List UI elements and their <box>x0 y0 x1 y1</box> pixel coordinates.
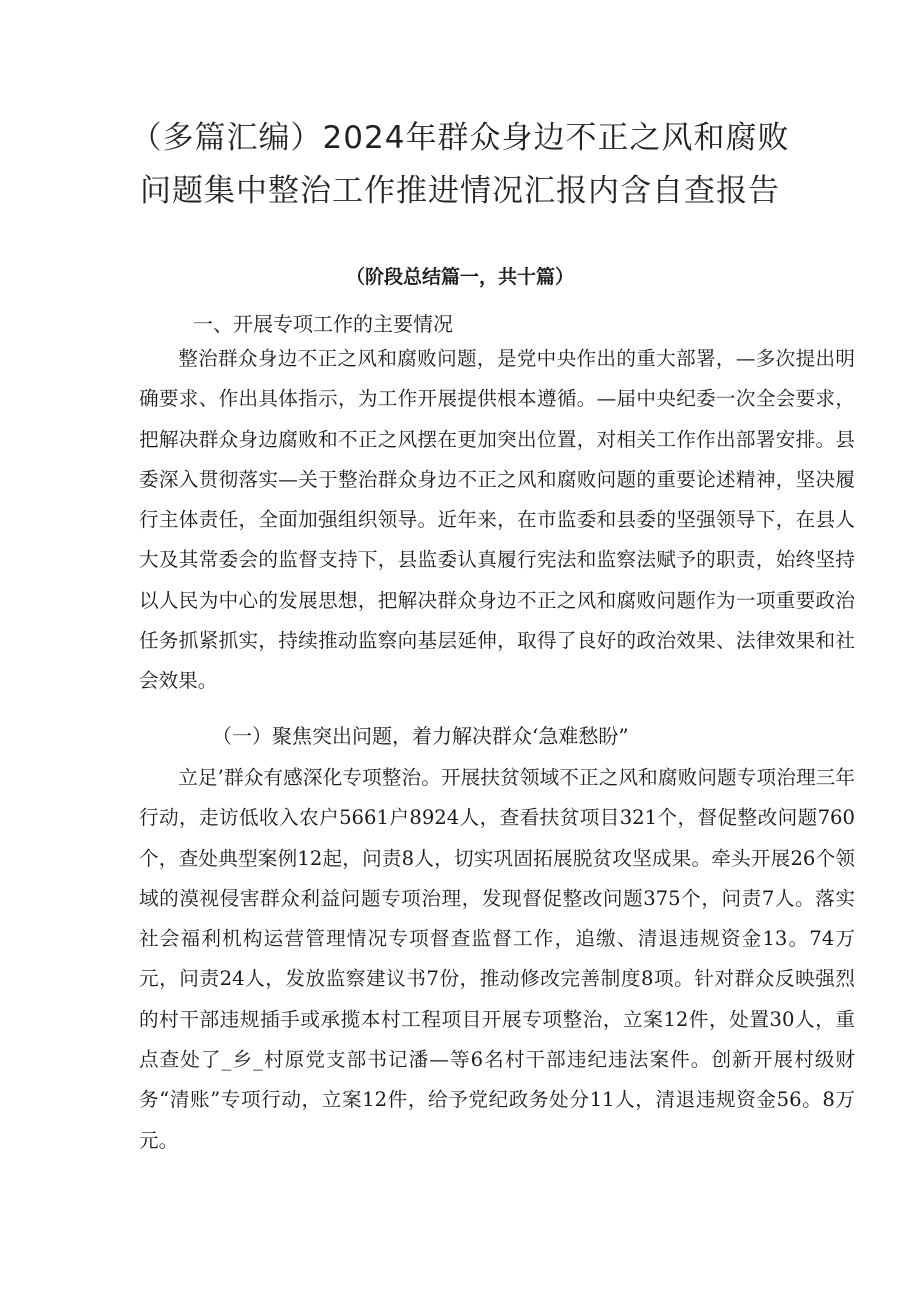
section-heading: 一、开展专项工作的主要情况 <box>193 312 453 336</box>
document-title-line-2: 问题集中整治工作推进情况汇报内含自查报告 <box>140 173 780 209</box>
body-paragraph-2: 立足’群众有感深化专项整治。开展扶贫领域不正之风和腐败问题专项治理三年行动，走访低收入农户5661户8924人，查看扶贫项目321个，督促整改问题760个，查处典型案例12起，问责8人，切实巩固拓展脱贫攻坚成果。牵头开展26个领域的漠视侵害群众利益问题专项治理，发现督促整改问题375个，问责7人。落实社会福利机构运营管理情况专项督查监督工作，追缴、清退违规资金13。74万元，问责24人，发放监察建议书7份，推动修改完善制度8项。针对群众反映强烈的村干部违规插手或承揽本村工程项目开展专项整治，立案12件，处置30人，重点查处了_乡_村原党支部书记潘—等6名村干部违纪违法案件。创新开展村级财务“清账”专项行动，立案12件，给予党纪政务处分11人，清退违规资金56。8万元。 <box>139 766 855 1152</box>
document-title-line-1: （多篇汇编）2024年群众身边不正之风和腐败 <box>130 120 790 156</box>
body-paragraph-1: 整治群众身边不正之风和腐败问题，是党中央作出的重大部署，—多次提出明确要求、作出具体指示，为工作开展提供根本遵循。—届中央纪委一次全会要求，把解决群众身边腐败和不正之风摆在更加突出位置，对相关工作作出部署安排。县委深入贯彻落实—关于整治群众身边不正之风和腐败问题的重要论述精神，坚决履行主体责任，全面加强组织领导。近年来，在市监委和县委的坚强领导下，在县人大及其常委会的监督支持下，县监委认真履行宪法和监察法赋予的职责，始终坚持以人民为中心的发展思想，把解决群众身边不正之风和腐败问题作为一项重要政治任务抓紧抓实，持续推动监察向基层延伸，取得了良好的政治效果、法律效果和社会效果。 <box>139 347 855 693</box>
document-subtitle: （阶段总结篇一，共十篇） <box>345 266 574 288</box>
subsection-heading: （一）聚焦突出问题，着力解决群众‘急难愁盼” <box>212 724 629 748</box>
